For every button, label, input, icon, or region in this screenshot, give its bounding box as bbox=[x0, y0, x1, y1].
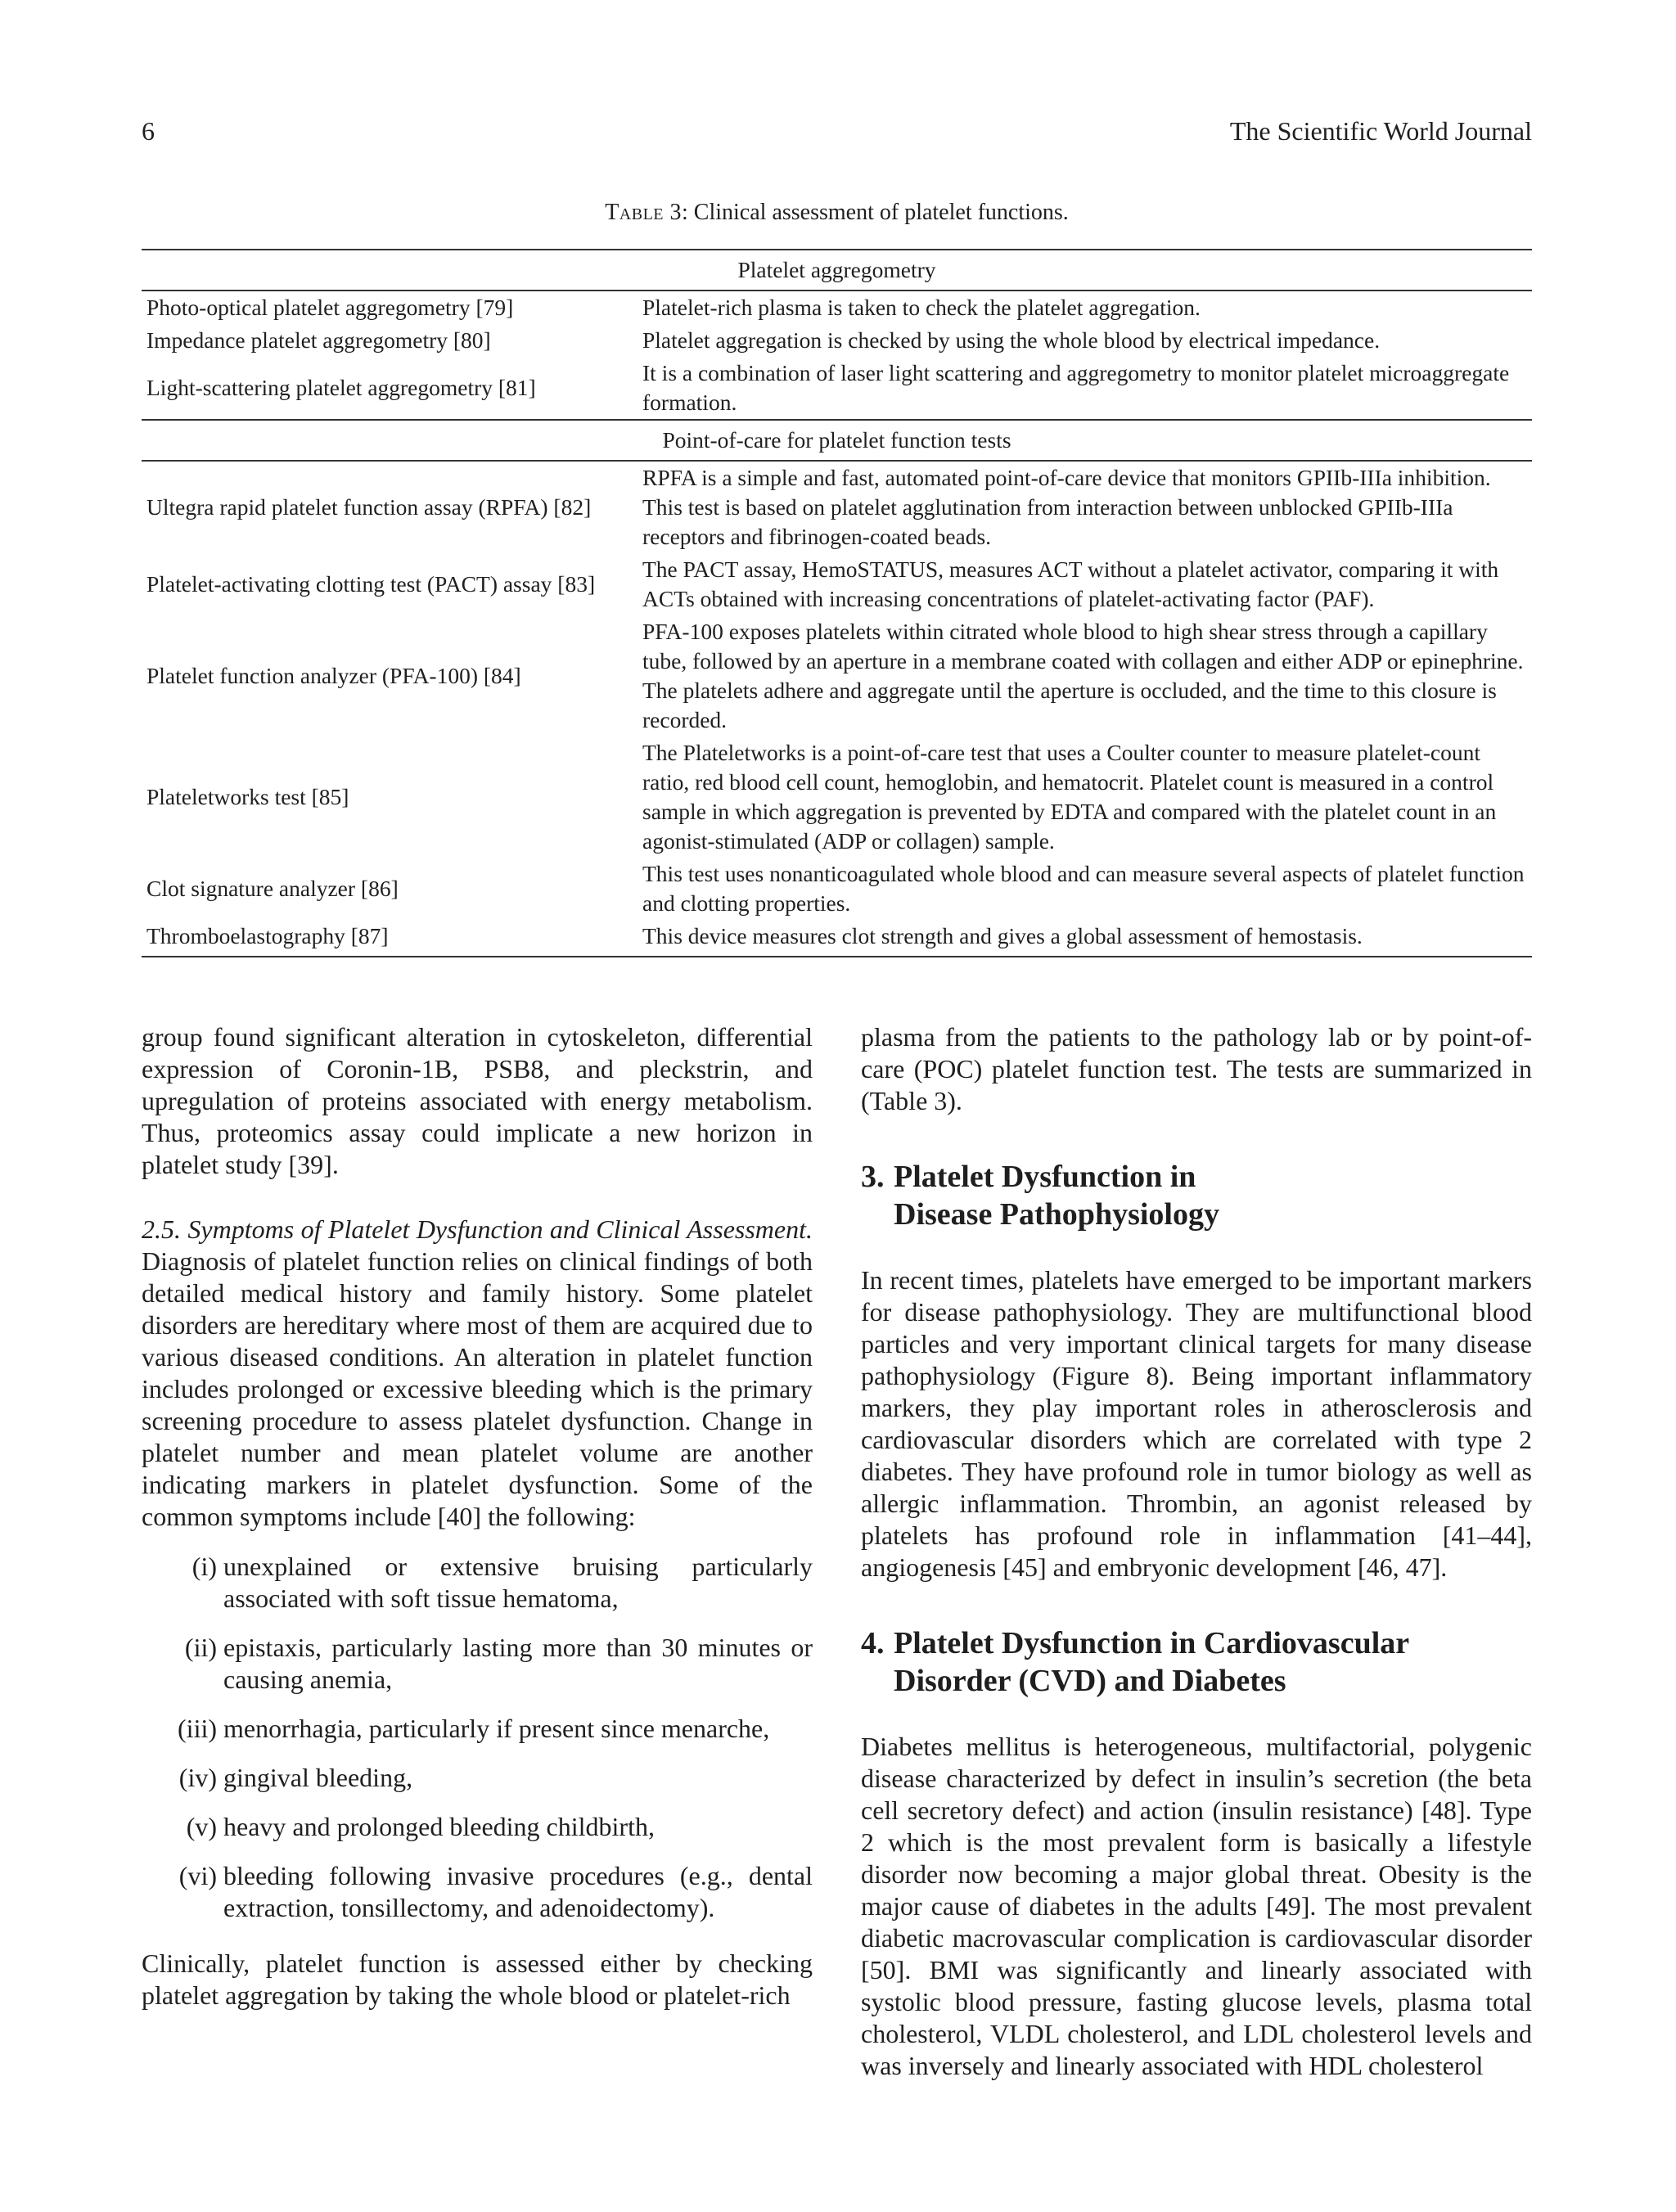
list-item bbox=[142, 1762, 813, 1794]
table-row bbox=[142, 737, 1532, 858]
subsection-text: Diagnosis of platelet function relies on clinical findings of both detailed medical history and family history. Some platelet disorders are hereditary where most of them are acquired due to various diseased conditions. An alteration in platelet function includes prolonged or excessive bleeding which is the primary screening procedure to assess platelet dysfunction. Change in platelet number and mean platelet volume are another indicating markers in platelet dysfunction. Some of the common symptoms include [40] the following: bbox=[142, 1246, 813, 1531]
body-paragraph bbox=[142, 1214, 813, 1533]
body-paragraph: plasma from the patients to the pathology lab or by point-of-care (POC) platelet function test. The tests are summarized in (Table 3). bbox=[861, 1022, 1532, 1115]
description-cell: This test uses nonanticoagulated whole blood and can measure several aspects of platelet function and clotting properties. bbox=[642, 861, 1525, 916]
clinical-assessment-table bbox=[142, 249, 1532, 957]
table-row bbox=[142, 357, 1532, 420]
list-numeral: (ii) bbox=[184, 1633, 217, 1662]
list-text: gingival bleeding, bbox=[223, 1763, 413, 1792]
table-row bbox=[142, 461, 1532, 553]
test-name-cell: Thromboelastography [87] bbox=[142, 920, 638, 957]
description-cell: Platelet aggregation is checked by using the whole blood by electrical impedance. bbox=[642, 327, 1381, 353]
body-paragraph: group found significant alteration in cytoskeleton, differential expression of Coronin-1B, PSB8, and pleckstrin, and upregulation of proteins associated with energy metabolism. Thus, proteomics assay could implicate a new horizon in platelet study [39]. bbox=[142, 1022, 813, 1179]
table-caption-text: : Clinical assessment of platelet functions. bbox=[682, 200, 1069, 225]
description-cell: PFA-100 exposes platelets within citrated whole blood to high shear stress through a capillary tube, followed by an aperture in a membrane coated with collagen and either ADP or epinephrine. The platelets adhere and aggregate until the aperture is occluded, and the time to this closure is recorded. bbox=[642, 619, 1524, 732]
description-cell: The Plateletworks is a point-of-care test that uses a Coulter counter to measure platelet-count ratio, red blood cell count, hemoglobin, and hematocrit. Platelet count is measured in a control sample in which aggregation is prevented by EDTA and compared with the platelet count in an agonist-stimulated (ADP or collagen) sample. bbox=[642, 740, 1497, 854]
table-caption bbox=[142, 200, 1532, 226]
section-title-line1: Platelet Dysfunction in Cardiovascular bbox=[894, 1626, 1410, 1660]
list-text: heavy and prolonged bleeding childbirth, bbox=[223, 1812, 655, 1841]
list-numeral: (iv) bbox=[178, 1763, 217, 1792]
left-column bbox=[142, 1021, 813, 2012]
description-cell: RPFA is a simple and fast, automated point-of-care device that monitors GPIIb-IIIa inhibition. This test is based on platelet agglutination from interaction between unblocked GPIIb-IIIa receptors and fibrinogen-coated beads. bbox=[642, 465, 1491, 549]
subsection-title: 2.5. Symptoms of Platelet Dysfunction and Clinical Assessment. bbox=[142, 1214, 813, 1244]
test-name-cell: Impedance platelet aggregometry [80] bbox=[146, 327, 491, 353]
list-numeral: (vi) bbox=[178, 1861, 217, 1890]
test-name-cell: Light-scattering platelet aggregometry [81] bbox=[146, 375, 536, 400]
table-caption-label: Table 3 bbox=[605, 200, 683, 225]
list-text: bleeding following invasive procedures (e.g., dental extraction, tonsillectomy, and adenoidectomy). bbox=[223, 1861, 813, 1922]
table-section-header bbox=[142, 420, 1532, 461]
list-item bbox=[142, 1632, 813, 1696]
description-cell: This device measures clot strength and gives a global assessment of hemostasis. bbox=[638, 920, 1532, 957]
test-name-cell: Platelet function analyzer (PFA-100) [84] bbox=[146, 663, 521, 688]
table-row bbox=[142, 858, 1532, 920]
section-title-line1: Platelet Dysfunction in bbox=[894, 1160, 1196, 1194]
test-name-cell: Clot signature analyzer [86] bbox=[146, 876, 399, 901]
journal-title: The Scientific World Journal bbox=[1229, 116, 1532, 146]
list-numeral: (iii) bbox=[178, 1714, 217, 1743]
list-numeral: (i) bbox=[191, 1552, 217, 1581]
list-text: unexplained or extensive bruising particularly associated with soft tissue hematoma, bbox=[223, 1552, 813, 1613]
list-item bbox=[142, 1713, 813, 1745]
table-row bbox=[142, 291, 1532, 324]
table-section-header bbox=[142, 250, 1532, 291]
description-cell: It is a combination of laser light scattering and aggregometry to monitor platelet microaggregate formation. bbox=[642, 360, 1510, 415]
list-item bbox=[142, 1811, 813, 1843]
list-numeral: (v) bbox=[186, 1812, 217, 1841]
section-number: 4. bbox=[861, 1626, 885, 1660]
symptoms-list bbox=[142, 1551, 813, 1924]
body-paragraph: Clinically, platelet function is assessed either by checking platelet aggregation by taking the whole blood or platelet-rich bbox=[142, 1948, 813, 2010]
list-text: menorrhagia, particularly if present since menarche, bbox=[223, 1714, 770, 1743]
table-row bbox=[142, 615, 1532, 737]
section-4-heading bbox=[861, 1624, 1532, 1700]
body-paragraph: Diabetes mellitus is heterogeneous, multifactorial, polygenic disease characterized by defect in insulin’s secretion (the beta cell secretory defect) and action (insulin resistance) [48]. Type 2 which is the most prevalent form is basically a lifestyle disorder now becoming a major global threat. Obesity is the major cause of diabetes in the adults [49]. The most prevalent diabetic macrovascular complication is cardiovascular disorder [50]. BMI was significantly and linearly associated with systolic blood pressure, fasting glucose levels, plasma total cholesterol, VLDL cholesterol, and LDL cholesterol levels and was inversely and linearly associated with HDL cholesterol bbox=[861, 1732, 1532, 2080]
test-name-cell: Platelet-activating clotting test (PACT) assay [83] bbox=[146, 571, 596, 597]
test-name-cell: Plateletworks test [85] bbox=[146, 784, 349, 809]
list-item bbox=[142, 1551, 813, 1615]
section-title-line2: Disorder (CVD) and Diabetes bbox=[894, 1664, 1286, 1698]
test-name-cell: Photo-optical platelet aggregometry [79] bbox=[146, 295, 514, 320]
section-number: 3. bbox=[861, 1160, 885, 1194]
table-row bbox=[142, 920, 1532, 957]
right-column bbox=[861, 1021, 1532, 2082]
list-item bbox=[142, 1860, 813, 1924]
section-title-line2: Disease Pathophysiology bbox=[894, 1197, 1219, 1232]
table-row bbox=[142, 324, 1532, 357]
description-cell: The PACT assay, HemoSTATUS, measures ACT without a platelet activator, comparing it with ACTs obtained with increasing concentrations of platelet-activating factor (PAF). bbox=[642, 556, 1499, 611]
table-row bbox=[142, 553, 1532, 615]
section-heading: Point-of-care for platelet function tests bbox=[142, 420, 1532, 461]
page-number: 6 bbox=[142, 116, 155, 146]
body-paragraph: In recent times, platelets have emerged to be important markers for disease pathophysiology. They are multifunctional blood particles and very important clinical targets for many disease pathophysiology (Figure 8). Being important inflammatory markers, they play important roles in atherosclerosis and cardiovascular disorders which are correlated with type 2 diabetes. They have profound role in tumor biology as well as allergic inflammation. Thrombin, an agonist released by platelets has profound role in inflammation [41–44], angiogenesis [45] and embryonic development [46, 47]. bbox=[861, 1265, 1532, 1582]
description-cell: Platelet-rich plasma is taken to check the platelet aggregation. bbox=[642, 295, 1201, 320]
section-heading: Platelet aggregometry bbox=[142, 250, 1532, 291]
section-3-heading bbox=[861, 1158, 1532, 1233]
list-text: epistaxis, particularly lasting more than 30 minutes or causing anemia, bbox=[223, 1633, 813, 1694]
test-name-cell: Ultegra rapid platelet function assay (RPFA) [82] bbox=[146, 494, 592, 520]
